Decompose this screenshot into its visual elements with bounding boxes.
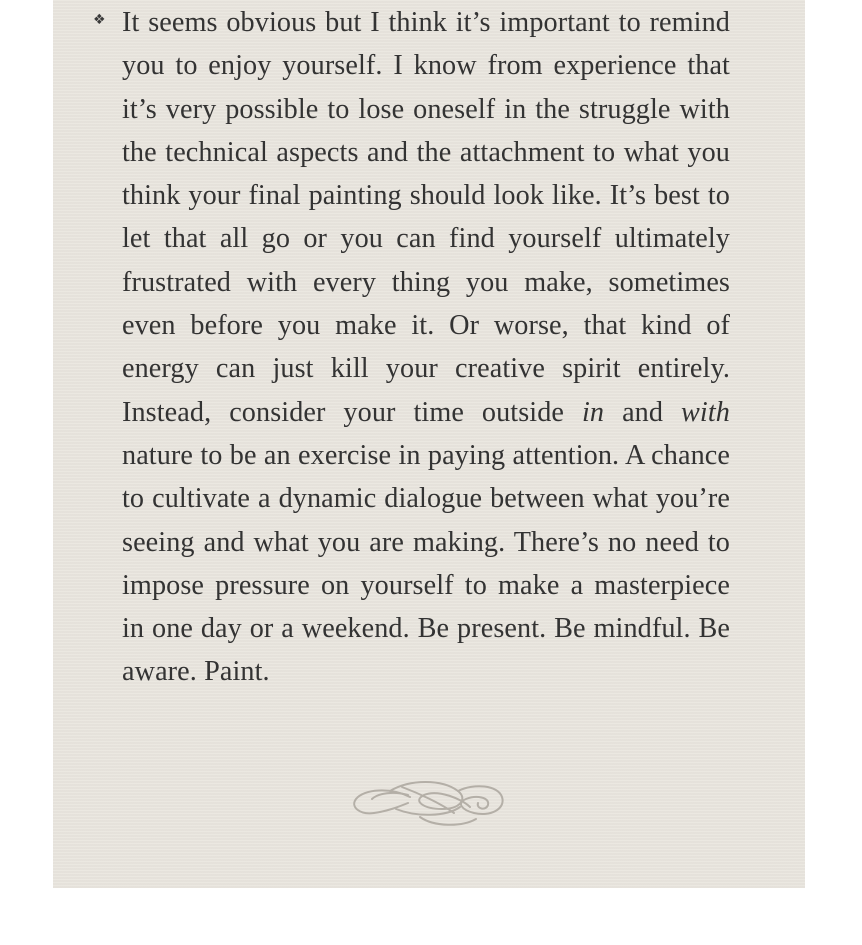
paragraph-text-part2: and (604, 396, 682, 428)
paragraph-italic-with: with (681, 396, 730, 428)
body-paragraph (122, 1, 730, 694)
scroll-flourish-icon (350, 777, 506, 829)
paragraph-text-part1: It seems obvious but I think it’s important to remind you to enjoy yourself. I know from experience that it’s very possible to lose oneself in the struggle with the technical aspects and the attachment to what you think your final painting should look like. It’s best to let that all go or you can find yourself ultimately frustrated with every thing you make, sometimes even before you make it. Or worse, that kind of energy can just kill your creative spirit entirely. Instead, consider your time outside (122, 7, 730, 428)
paragraph-italic-in: in (581, 396, 605, 428)
paragraph-text-part3: nature to be an exercise in paying attention. A chance to cultivate a dynamic dialogue between what you’re seeing and what you are making. There’s no need to impose pressure on yourself to make a masterpiece in one day or a weekend. Be present. Be mindful. Be aware. Paint. (122, 439, 730, 688)
bullet-icon: ❖ (93, 12, 106, 28)
